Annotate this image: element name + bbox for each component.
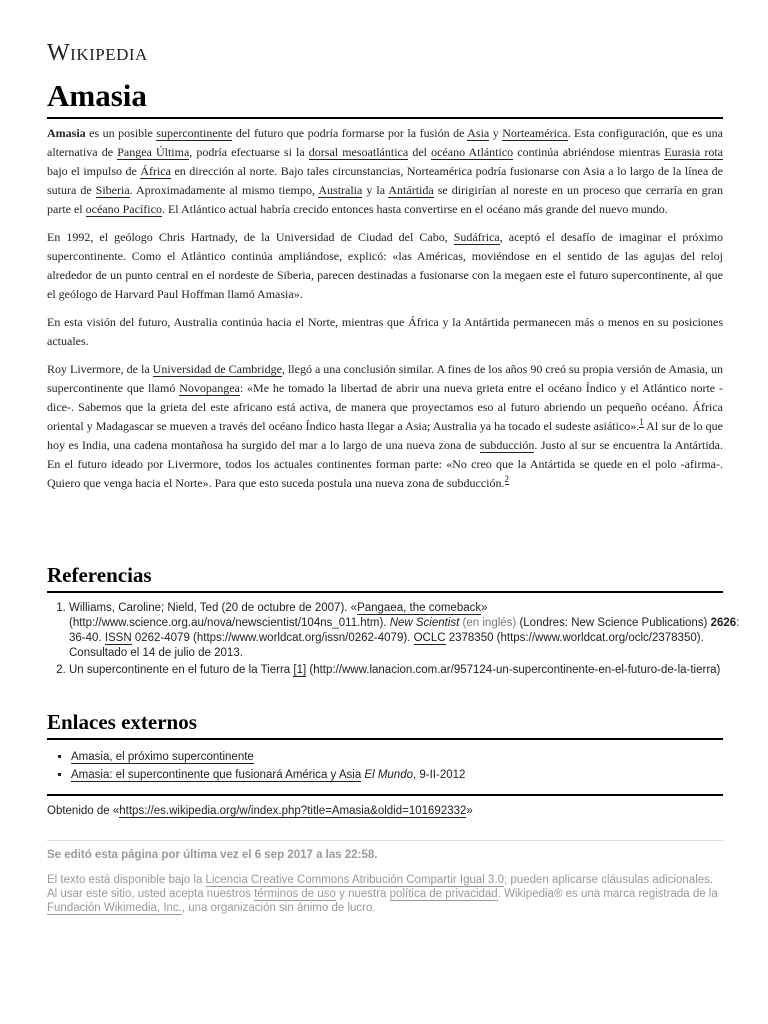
link-oclc[interactable]: OCLC bbox=[413, 632, 446, 644]
permalink[interactable]: https://es.wikipedia.org/w/index.php?title=Amasia&oldid=101692332 bbox=[119, 805, 467, 817]
text: . Aproximadamente al mismo tiempo, bbox=[129, 183, 319, 197]
text: en dirección al norte. Bajo tales circunstancias, Norteamérica podría fusionarse con Asia a lo largo de la línea de sutura de bbox=[47, 164, 723, 197]
text: se dirigirían al noreste en un proceso que cerraría en gran parte el bbox=[47, 183, 724, 216]
heading-referencias: Referencias bbox=[47, 563, 152, 587]
heading-enlaces-externos: Enlaces externos bbox=[47, 710, 197, 734]
text: » bbox=[466, 805, 473, 817]
link-license[interactable]: Licencia Creative Commons Atribución Compartir Igual 3.0 bbox=[205, 874, 505, 886]
link-supercontinente[interactable]: supercontinente bbox=[156, 126, 233, 140]
link-oceano-atlantico[interactable]: océano Atlántico bbox=[431, 145, 514, 159]
paragraph-intro bbox=[47, 124, 723, 219]
text: Un supercontinente en el futuro de la Tierra bbox=[69, 664, 294, 676]
text: ; pueden aplicarse cláusulas adicionales. Al usar este sitio, usted acepta nuestros bbox=[47, 874, 714, 900]
license-text bbox=[47, 873, 723, 915]
link-privacy[interactable]: política de privacidad bbox=[389, 888, 498, 900]
link-universidad-cambridge[interactable]: Universidad de Cambridge bbox=[152, 362, 282, 376]
link-wikimedia[interactable]: Fundación Wikimedia, Inc. bbox=[47, 902, 182, 914]
link-ref-1[interactable]: [1] bbox=[293, 664, 307, 676]
paragraph-livermore bbox=[47, 360, 723, 493]
text: y la bbox=[362, 183, 389, 197]
text: . Esta configuración, que es una alternativa de bbox=[47, 126, 724, 159]
text: , una organización sin ánimo de lucro. bbox=[181, 902, 376, 914]
text: (Londres: New Science Publications) bbox=[516, 617, 711, 629]
text: . Wikipedia® es una marca registrada de la bbox=[497, 888, 718, 900]
text: El texto está disponible bajo la bbox=[47, 874, 206, 886]
reference-item bbox=[69, 601, 745, 661]
text: , llegó a una conclusión similar. A fines de los años 90 creó su propia versión de Amasia, un supercontinente que llamó bbox=[47, 362, 723, 395]
reference-item bbox=[69, 663, 745, 678]
text: Obtenido de « bbox=[47, 805, 120, 817]
text: es un posible bbox=[85, 126, 157, 140]
external-link-item bbox=[71, 750, 747, 765]
link-pangaea-comeback[interactable]: Pangaea, the comeback bbox=[357, 602, 482, 614]
journal-name: New Scientist bbox=[389, 617, 460, 629]
footer-light-divider bbox=[47, 840, 723, 841]
link-issn[interactable]: ISSN bbox=[104, 632, 132, 644]
external-link-item bbox=[71, 768, 747, 783]
text: . El Atlántico actual habría crecido entonces hasta convertirse en el océano más grande del nuevo mundo. bbox=[161, 202, 668, 216]
text: bajo el impulso de bbox=[47, 164, 141, 178]
text: (http://www.lanacion.com.ar/957124-un-supercontinente-en-el-futuro-de-la-tierra) bbox=[306, 664, 721, 676]
footnote-2[interactable]: 2 bbox=[504, 474, 509, 484]
footnote-1[interactable]: 1 bbox=[639, 417, 644, 427]
text: y nuestra bbox=[335, 888, 390, 900]
link-sudafrica[interactable]: Sudáfrica bbox=[453, 230, 500, 244]
volume: 2626 bbox=[710, 617, 737, 629]
text: , 9-II-2012 bbox=[413, 769, 466, 781]
text: En 1992, el geólogo Chris Hartnady, de la Universidad de Ciudad del Cabo, bbox=[47, 230, 454, 244]
link-asia[interactable]: Asia bbox=[467, 126, 490, 140]
link-terms[interactable]: términos de uso bbox=[254, 888, 336, 900]
title-divider bbox=[47, 117, 723, 119]
enlaces-divider bbox=[47, 738, 723, 740]
link-pangea-ultima[interactable]: Pangea Última bbox=[117, 145, 190, 159]
text: : «Me he tomado la libertad de abrir una nueva grieta entre el océano Índico y el Atlántico norte -dice-. Sabemos que la grieta del este africano está activa, de manera que proyectamos eso al futuro abriendo un pequeño océano. África oriental y Madagascar se mueven a través del océano Índico hasta llegar a Asia; Australia ya ha tocado el sudeste asiático». bbox=[47, 381, 723, 433]
link-novopangea[interactable]: Novopangea bbox=[179, 381, 240, 395]
text: Roy Livermore, de la bbox=[47, 362, 153, 376]
bold-term: Amasia bbox=[47, 126, 86, 140]
text: y bbox=[489, 126, 503, 140]
wikipedia-wordmark[interactable]: Wikipedia bbox=[47, 40, 148, 66]
page-title: Amasia bbox=[47, 78, 147, 113]
link-subduccion[interactable]: subducción bbox=[479, 438, 535, 452]
last-edited: Se editó esta página por última vez el 6 sep 2017 a las 22:58. bbox=[47, 849, 378, 861]
link-siberia[interactable]: Siberia bbox=[95, 183, 130, 197]
text: continúa abriéndose mientras bbox=[513, 145, 665, 159]
link-australia[interactable]: Australia bbox=[318, 183, 363, 197]
footer-divider bbox=[47, 794, 723, 796]
paragraph-hartnady bbox=[47, 228, 723, 304]
text: , aceptó el desafío de imaginar el próximo supercontinente. Como el Atlántico continúa ampliándose, explicó: «las Américas, moviéndose en el sentido de las agujas del reloj alrededor de un punto central en el nordeste de Siberia, parecen destinadas a fusionarse con la mega bbox=[47, 230, 723, 282]
text: : 36-40. bbox=[69, 617, 740, 644]
referencias-divider bbox=[47, 591, 723, 593]
link-eurasia-rota[interactable]: Eurasia rota bbox=[664, 145, 723, 159]
paragraph-vision: En esta visión del futuro, Australia continúa hacia el Norte, mientras que África y la Antártida permanecen más o menos en su posiciones actuales. bbox=[47, 315, 723, 348]
text: , podría efectuarse si la bbox=[189, 145, 309, 159]
link-oceano-pacifico[interactable]: océano Pacífico bbox=[85, 202, 162, 216]
link-africa[interactable]: África bbox=[140, 164, 171, 178]
external-links-list bbox=[47, 750, 747, 786]
link-antartida[interactable]: Antártida bbox=[388, 183, 434, 197]
text: en este el futuro supercontinente, al que el geólogo de Harvard Paul Hoffman llamó Amasia». bbox=[47, 268, 724, 301]
text: del futuro que podría formarse por la fusión de bbox=[232, 126, 468, 140]
text: 2378350 (https://www.worldcat.org/oclc/2378350). Consultado el 14 de julio de 2013. bbox=[69, 632, 704, 659]
text: » (http://www.science.org.au/nova/newscientist/104ns_011.htm). bbox=[69, 602, 488, 629]
link-amasia-proximo[interactable]: Amasia, el próximo supercontinente bbox=[71, 751, 254, 763]
article-body bbox=[47, 124, 723, 502]
text: Al sur de lo que hoy es India, una cadena montañosa ha surgido del mar a lo largo de una nueva zona de bbox=[47, 419, 723, 452]
link-amasia-fusionara[interactable]: Amasia: el supercontinente que fusionará América y Asia bbox=[71, 769, 362, 781]
text: del bbox=[408, 145, 432, 159]
text: 0262-4079 (https://www.worldcat.org/issn/0262-4079). bbox=[131, 632, 414, 644]
link-dorsal-mesoatlantica[interactable]: dorsal mesoatlántica bbox=[308, 145, 409, 159]
source-name: El Mundo bbox=[361, 769, 413, 781]
language-note: (en inglés) bbox=[459, 617, 517, 629]
text: Williams, Caroline; Nield, Ted (20 de octubre de 2007). « bbox=[69, 602, 358, 614]
link-norteamerica[interactable]: Norteamérica bbox=[502, 126, 568, 140]
text: . Justo al sur se encuentra la Antártida. En el futuro ideado por Livermore, todos los actuales continentes forman parte: «No creo que la Antártida se quede en el polo -afirma-. Quiero que venga hacia el Norte». Para que esto suceda postula una nueva zona de subducción. bbox=[47, 438, 723, 490]
retrieved-from bbox=[47, 804, 723, 819]
references-list bbox=[47, 601, 745, 680]
